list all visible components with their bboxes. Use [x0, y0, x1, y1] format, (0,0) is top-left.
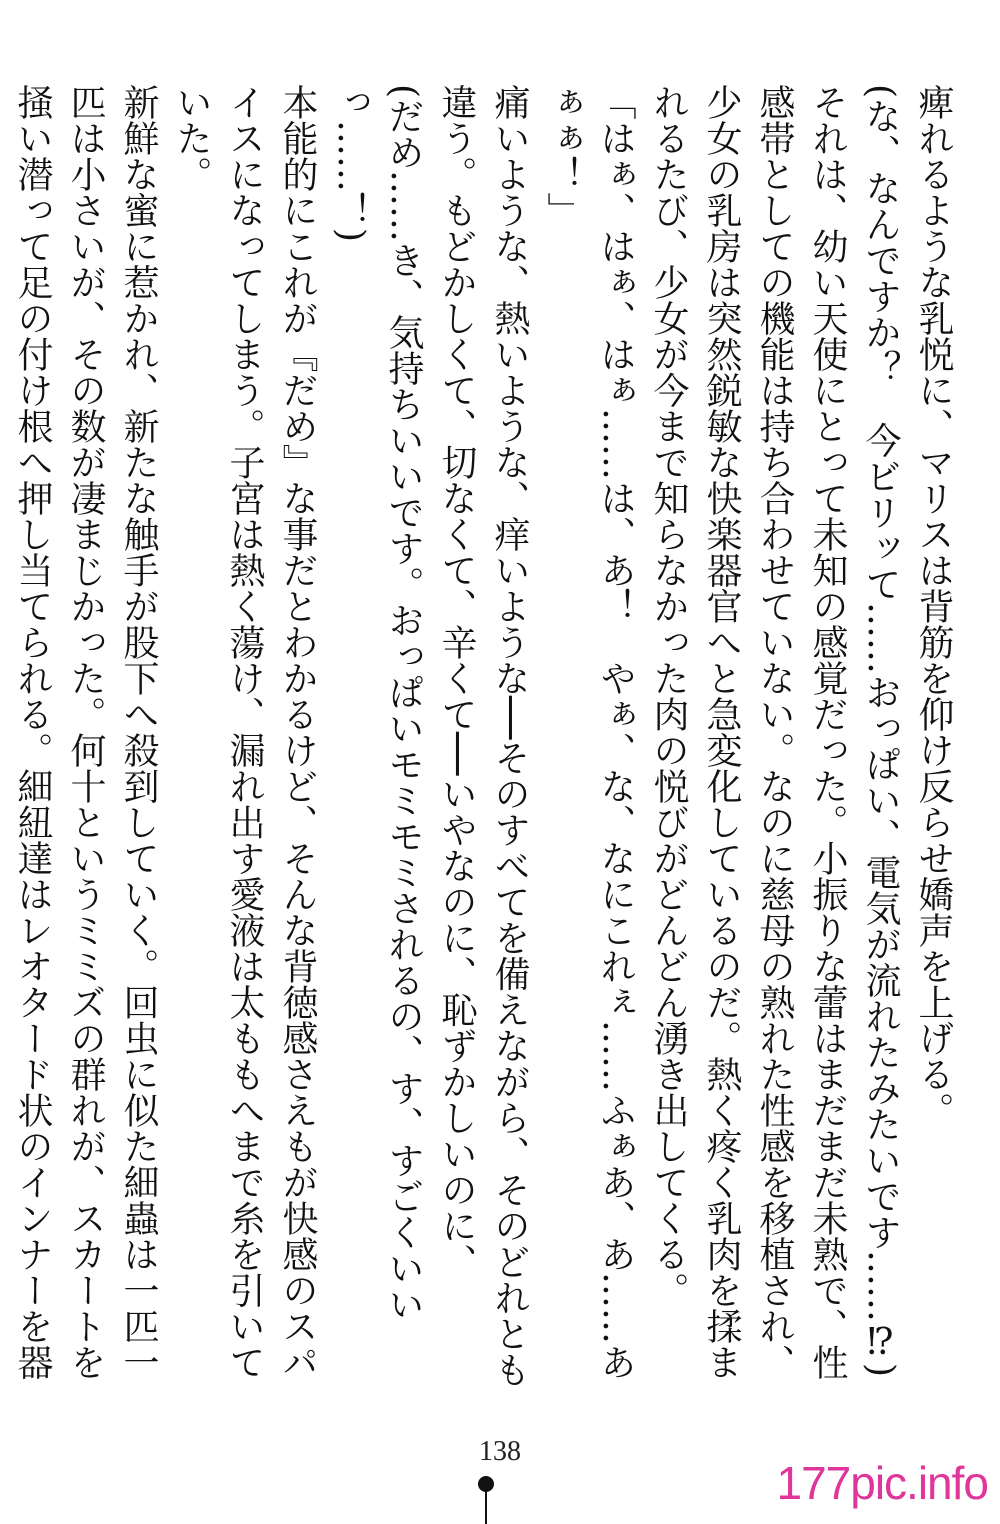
- page-marker-line: [485, 1490, 487, 1524]
- page-number: 138: [479, 1436, 521, 1467]
- paragraph: 痛いような、熱いような、痒いような──そのすべてを備えながら、そのどれとも違う。もどかしくて、切なくて、辛くて──いやなのに、恥ずかしいのに、: [436, 84, 530, 1388]
- paragraph: それは、幼い天使にとって未知の感覚だった。小振りな蕾はまだまだ未熟で、性感帯としての機能は持ち合わせていない。なのに慈母の熟れた性感を移植され、少女の乳房は突然鋭敏な快楽器官へと急変化しているのだ。熱く疼く乳肉を揉まれるたび、少女が今まで知らなかった肉の悦びがどんどん湧き出してくる。: [648, 84, 848, 1380]
- paragraph: (な、なんですか？ 今ビリッて……おっぱい、電気が流れたみたいです……⁉): [860, 84, 901, 1378]
- watermark: 177pic.info: [776, 1457, 988, 1509]
- novel-body-text: [0, 84, 960, 1414]
- paragraph: 痺れるような乳悦に、マリスは背筋を仰け反らせ嬌声を上げる。: [913, 84, 954, 1128]
- paragraph: (だめ……き、気持ちいいです。おっぱいモミモミされるの、す、すごくいいっ……！): [330, 84, 424, 1323]
- paragraph: 本能的にこれが『だめ』な事だとわかるけど、そんな背徳感さえもが快感のスパイスになってしまう。子宮は熱く蕩け、漏れ出す愛液は太ももへまで糸を引いていた。: [171, 84, 318, 1380]
- paragraph: 「はぁ、はぁ、はぁ……は、あ！ やぁ、な、なにこれぇ……ふぁあ、あ……あぁぁ！」: [542, 84, 636, 1380]
- paragraph: 新鮮な蜜に惹かれ、新たな触手が股下へ殺到していく。回虫に似た細蟲は一匹一匹は小さいが、その数が凄まじかった。何十というミミズの群れが、スカートを掻い潜って足の付け根へ押し当てられる。細紐達はレオタード状のインナーを器: [12, 84, 159, 1380]
